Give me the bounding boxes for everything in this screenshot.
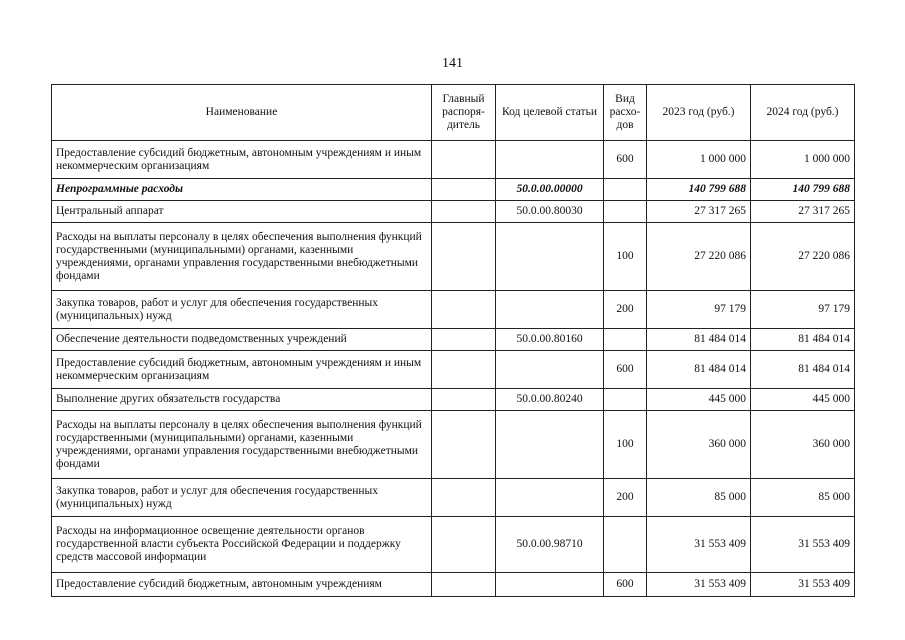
cell-2024: 27 317 265 [751, 201, 855, 223]
cell-name: Предоставление субсидий бюджетным, автономным учреждениям и иным некоммерческим организациям [52, 351, 432, 389]
cell-2024: 97 179 [751, 291, 855, 329]
budget-table [51, 84, 855, 597]
cell-type [604, 517, 647, 573]
cell-name: Обеспечение деятельности подведомственных учреждений [52, 329, 432, 351]
cell-type [604, 201, 647, 223]
cell-2024: 27 220 086 [751, 223, 855, 291]
cell-name: Расходы на выплаты персоналу в целях обеспечения выполнения функций государственными (муниципальными) органами, казенными учреждениями, органами управления государственными внебюджетными фондами [52, 411, 432, 479]
cell-type: 600 [604, 351, 647, 389]
cell-name: Предоставление субсидий бюджетным, автономным учреждениям и иным некоммерческим организациям [52, 141, 432, 179]
header-name: Наименование [52, 85, 432, 141]
table-row [52, 291, 855, 329]
cell-name: Непрограммные расходы [52, 179, 432, 201]
cell-admin [432, 141, 496, 179]
cell-name: Закупка товаров, работ и услуг для обеспечения государственных (муниципальных) нужд [52, 291, 432, 329]
cell-type: 600 [604, 141, 647, 179]
header-type: Вид расхо-дов [604, 85, 647, 141]
cell-admin [432, 573, 496, 597]
table-row [52, 329, 855, 351]
cell-type: 200 [604, 479, 647, 517]
table-row [52, 389, 855, 411]
table-row [52, 573, 855, 597]
cell-code [496, 479, 604, 517]
header-admin: Главный распоря-дитель [432, 85, 496, 141]
page-number: 141 [442, 56, 463, 71]
cell-name: Закупка товаров, работ и услуг для обеспечения государственных (муниципальных) нужд [52, 479, 432, 517]
cell-type [604, 329, 647, 351]
header-2024: 2024 год (руб.) [751, 85, 855, 141]
cell-admin [432, 479, 496, 517]
cell-2024: 1 000 000 [751, 141, 855, 179]
cell-2023: 27 317 265 [647, 201, 751, 223]
cell-2024: 85 000 [751, 479, 855, 517]
cell-name: Выполнение других обязательств государства [52, 389, 432, 411]
cell-admin [432, 201, 496, 223]
table-row [52, 517, 855, 573]
cell-code [496, 291, 604, 329]
cell-name: Предоставление субсидий бюджетным, автономным учреждениям [52, 573, 432, 597]
cell-name: Центральный аппарат [52, 201, 432, 223]
table-row [52, 351, 855, 389]
cell-code: 50.0.00.80240 [496, 389, 604, 411]
cell-2023: 85 000 [647, 479, 751, 517]
cell-code: 50.0.00.98710 [496, 517, 604, 573]
cell-2023: 445 000 [647, 389, 751, 411]
cell-name: Расходы на выплаты персоналу в целях обеспечения выполнения функций государственными (муниципальными) органами, казенными учреждениями, органами управления государственными внебюджетными фондами [52, 223, 432, 291]
cell-code [496, 223, 604, 291]
cell-code: 50.0.00.80160 [496, 329, 604, 351]
cell-2024: 445 000 [751, 389, 855, 411]
cell-2024: 81 484 014 [751, 351, 855, 389]
cell-code: 50.0.00.80030 [496, 201, 604, 223]
table-row [52, 141, 855, 179]
cell-code [496, 351, 604, 389]
cell-2023: 97 179 [647, 291, 751, 329]
table-row [52, 201, 855, 223]
cell-type: 100 [604, 411, 647, 479]
header-2023: 2023 год (руб.) [647, 85, 751, 141]
cell-2023: 27 220 086 [647, 223, 751, 291]
table-row [52, 479, 855, 517]
table-header-row [52, 85, 855, 141]
cell-type: 100 [604, 223, 647, 291]
cell-type: 200 [604, 291, 647, 329]
cell-2024: 140 799 688 [751, 179, 855, 201]
cell-admin [432, 291, 496, 329]
cell-2023: 31 553 409 [647, 573, 751, 597]
cell-2023: 81 484 014 [647, 351, 751, 389]
cell-code: 50.0.00.00000 [496, 179, 604, 201]
cell-type: 600 [604, 573, 647, 597]
cell-type [604, 179, 647, 201]
cell-admin [432, 179, 496, 201]
cell-admin [432, 411, 496, 479]
cell-2023: 140 799 688 [647, 179, 751, 201]
table-row [52, 179, 855, 201]
header-code: Код целевой статьи [496, 85, 604, 141]
cell-admin [432, 329, 496, 351]
cell-code [496, 141, 604, 179]
cell-2024: 31 553 409 [751, 517, 855, 573]
cell-type [604, 389, 647, 411]
cell-admin [432, 389, 496, 411]
cell-2023: 31 553 409 [647, 517, 751, 573]
table-row [52, 411, 855, 479]
cell-admin [432, 223, 496, 291]
cell-code [496, 411, 604, 479]
cell-2023: 81 484 014 [647, 329, 751, 351]
cell-2024: 31 553 409 [751, 573, 855, 597]
cell-name: Расходы на информационное освещение деятельности органов государственной власти субъекта Российской Федерации и поддержку средств массовой информации [52, 517, 432, 573]
cell-2024: 360 000 [751, 411, 855, 479]
cell-2023: 1 000 000 [647, 141, 751, 179]
cell-code [496, 573, 604, 597]
cell-2023: 360 000 [647, 411, 751, 479]
cell-admin [432, 517, 496, 573]
table-row [52, 223, 855, 291]
cell-2024: 81 484 014 [751, 329, 855, 351]
cell-admin [432, 351, 496, 389]
